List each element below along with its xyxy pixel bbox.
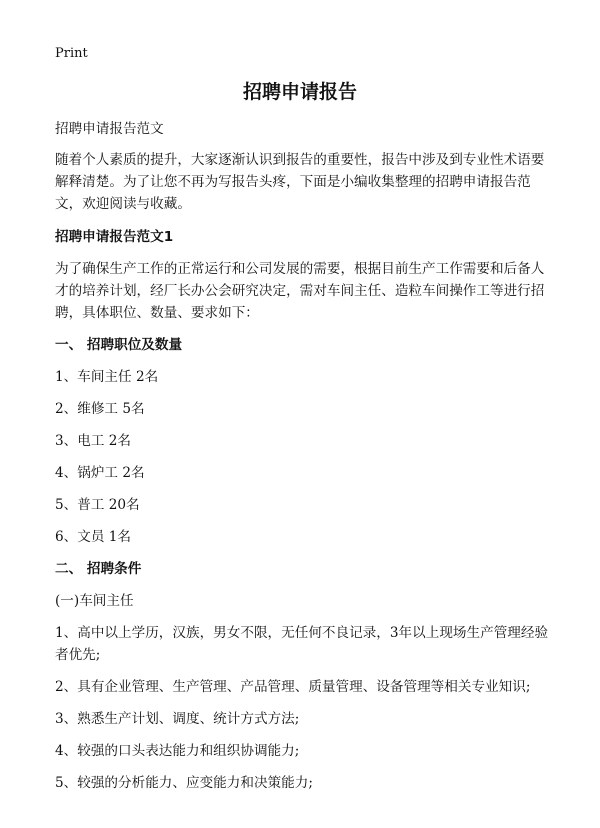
list-item: 4、锅炉工 2名 xyxy=(55,465,145,481)
list-item: 3、熟悉生产计划、调度、统计方式方法; xyxy=(55,711,300,727)
list-item: 6、文员 1名 xyxy=(55,529,131,545)
print-label: Print xyxy=(55,46,88,61)
list-item: 1、车间主任 2名 xyxy=(55,369,159,385)
list-item: 3、电工 2名 xyxy=(55,433,131,449)
document-title: 招聘申请报告 xyxy=(242,81,357,103)
section1-paragraph: 为了确保生产工作的正常运行和公司发展的需要，根据目前生产工作需要和后备人才的培养计划，经厂长办公会研究决定，需对车间主任、造粒车间操作工等进行招聘，具体职位、数量、要求如下： xyxy=(55,261,545,321)
part2-heading: 二、 招聘条件 xyxy=(55,561,142,577)
part1-heading: 一、 招聘职位及数量 xyxy=(55,337,183,353)
section1-heading: 招聘申请报告范文1 xyxy=(55,229,174,245)
list-item: 5、普工 20名 xyxy=(55,497,140,513)
list-item: 4、较强的口头表达能力和组织协调能力; xyxy=(55,743,300,759)
sub-heading: (一)车间主任 xyxy=(55,593,134,609)
list-item: 5、较强的分析能力、应变能力和决策能力; xyxy=(55,775,313,791)
list-item: 2、维修工 5名 xyxy=(55,401,145,417)
list-item: 2、具有企业管理、生产管理、产品管理、质量管理、设备管理等相关专业知识; xyxy=(55,679,531,695)
intro-paragraph: 随着个人素质的提升，大家逐渐认识到报告的重要性，报告中涉及到专业性术语要解释清楚。为了让您不再为写报告头疼，下面是小编收集整理的招聘申请报告范文，欢迎阅读与收藏。 xyxy=(55,152,545,212)
list-item: 1、高中以上学历，汉族，男女不限，无任何不良记录，3年以上现场生产管理经验者优先; xyxy=(55,625,549,663)
document-subtitle: 招聘申请报告范文 xyxy=(55,121,164,137)
document-body xyxy=(55,118,553,804)
